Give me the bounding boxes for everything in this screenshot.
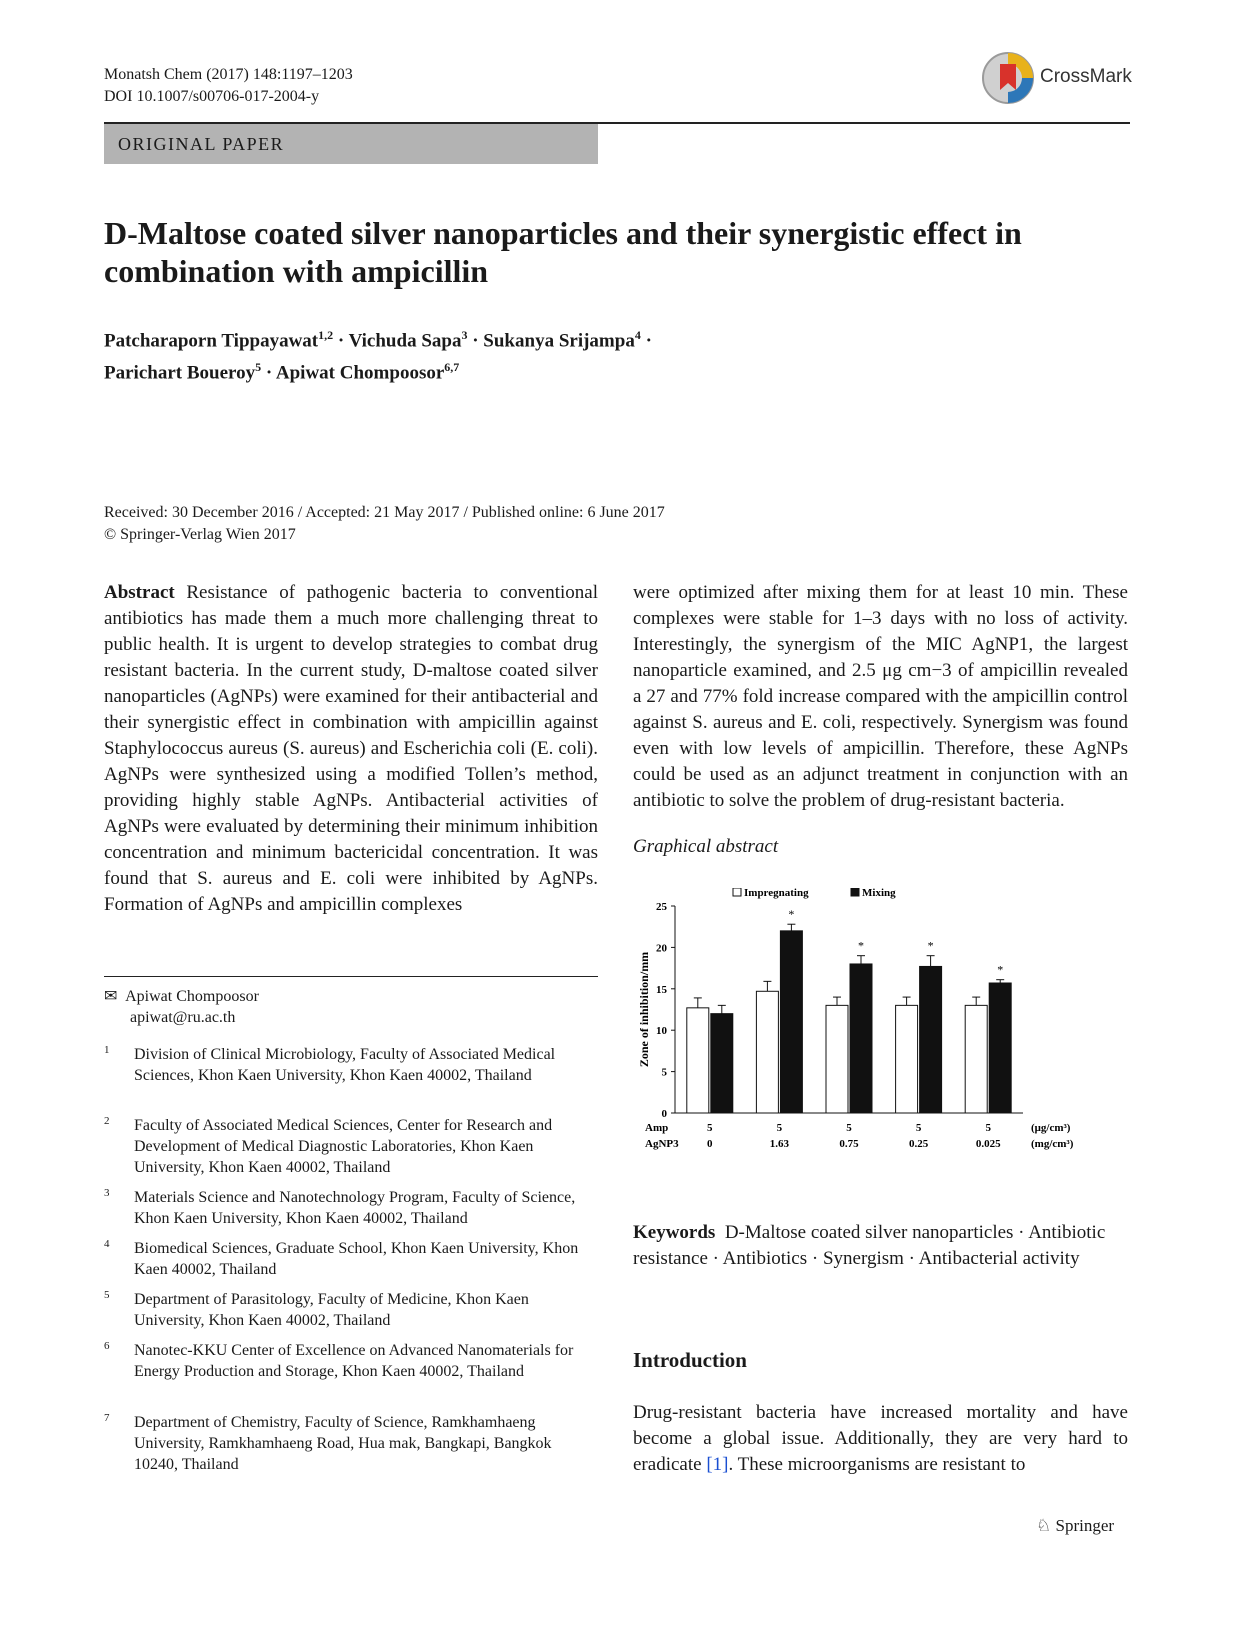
significance-mark: * xyxy=(788,907,795,922)
y-tick-label: 15 xyxy=(656,983,667,996)
dates-line: Received: 30 December 2016 / Accepted: 21 May 2017 / Published online: 6 June 2017 xyxy=(104,504,665,521)
journal-info xyxy=(104,64,353,108)
abstract-left xyxy=(104,580,598,918)
amp-value-label: 5 xyxy=(985,1122,991,1134)
abstract-heading: Abstract xyxy=(104,582,175,603)
row-unit: (μg/cm³) xyxy=(1031,1122,1071,1134)
introduction-heading: Introduction xyxy=(633,1348,747,1372)
affiliation-number: 7 xyxy=(104,1412,110,1424)
author-affil: 1,2 xyxy=(318,328,334,342)
affiliation-number: 1 xyxy=(104,1044,110,1056)
bar xyxy=(826,1005,848,1113)
publication-dates xyxy=(104,502,665,546)
copyright-line: © Springer-Verlag Wien 2017 xyxy=(104,526,296,543)
bar xyxy=(756,991,778,1113)
corresponding-email[interactable]: apiwat@ru.ac.th xyxy=(130,1009,236,1026)
amp-value-label: 5 xyxy=(707,1122,713,1134)
citation-link[interactable]: [1] xyxy=(706,1454,729,1475)
affiliation-text: Biomedical Sciences, Graduate School, Khon Kaen University, Khon Kaen 40002, Thailand xyxy=(134,1240,579,1278)
row-label: Amp xyxy=(645,1122,669,1134)
author-name[interactable]: Patcharaporn Tippayawat xyxy=(104,330,319,352)
affiliation xyxy=(104,1412,598,1475)
significance-mark: * xyxy=(858,938,864,953)
author-name[interactable]: Vichuda Sapa xyxy=(348,330,462,352)
section-label-text: ORIGINAL PAPER xyxy=(118,134,285,154)
keywords xyxy=(633,1220,1128,1272)
row-label: AgNP3 xyxy=(645,1138,679,1150)
author-affil: 5 xyxy=(255,360,262,375)
author-name[interactable]: Parichart Boueroy xyxy=(104,362,256,384)
affiliation-text: Faculty of Associated Medical Sciences, Center for Research and Development of Medical Diagnostic Laboratories, Khon Kaen University, Khon Kaen 40002, Thailand xyxy=(134,1117,553,1176)
graphical-abstract-label: Graphical abstract xyxy=(633,836,779,857)
bar xyxy=(920,966,942,1113)
amp-value-label: 5 xyxy=(776,1122,783,1134)
y-tick-label: 20 xyxy=(656,942,667,955)
intro-text-2: . These microorganisms are resistant to xyxy=(728,1454,1026,1475)
affiliation-text: Materials Science and Nanotechnology Program, Faculty of Science, Khon Kaen University, Khon Kaen 40002, Thailand xyxy=(134,1189,576,1227)
intro-text-1: Drug-resistant bacteria have increased mortality and have become a global issue. Additionally, they are very hard to eradicate xyxy=(633,1402,1128,1475)
author-affil: 4 xyxy=(634,328,641,342)
title-rest: -Maltose coated silver nanoparticles and their synergistic effect in combination with ampicillin xyxy=(104,215,1022,289)
row-unit: (mg/cm³) xyxy=(1031,1138,1074,1150)
abstract-text-left: Resistance of pathogenic bacteria to conventional antibiotics has made them a much more challenging threat to public health. It is urgent to develop strategies to combat drug resistant bacteria. In the current study, D-maltose coated silver nanoparticles (AgNPs) were examined for their antibacterial and their synergistic effect in combination with ampicillin against Staphylococcus aureus (S. aureus) and Escherichia coli (E. coli). AgNPs were synthesized using a modified Tollen’s method, providing highly stable AgNPs. Antibacterial activities of AgNPs were evaluated by determining their minimum inhibition concentration and minimum bactericidal concentration. It was found that S. aureus and E. coli were inhibited by AgNPs. Formation of AgNPs and ampicillin complexes xyxy=(104,582,599,915)
affiliation-text: Department of Parasitology, Faculty of Medicine, Khon Kaen University, Khon Kaen 40002, Thailand xyxy=(134,1291,529,1329)
springer-horse-icon: ♘ xyxy=(1036,1516,1052,1535)
envelope-icon: ✉ xyxy=(104,988,118,1005)
affiliation xyxy=(104,1044,598,1086)
affiliation-number: 5 xyxy=(104,1289,110,1301)
agnp3-value-label: 0 xyxy=(707,1138,713,1150)
agnp3-value-label: 1.63 xyxy=(769,1138,790,1150)
affiliation xyxy=(104,1115,598,1178)
legend-swatch xyxy=(733,888,741,896)
corresponding-author: Apiwat Chompoosor xyxy=(125,988,259,1005)
keywords-heading: Keywords xyxy=(633,1222,716,1243)
publisher-footer xyxy=(1036,1516,1114,1536)
author-affil: 6,7 xyxy=(444,360,460,375)
y-tick-label: 10 xyxy=(656,1025,667,1038)
journal-citation: Monatsh Chem (2017) 148:1197–1203 xyxy=(104,66,353,83)
affiliation xyxy=(104,1340,598,1382)
doi[interactable]: DOI 10.1007/s00706-017-2004-y xyxy=(104,88,320,105)
amp-value-label: 5 xyxy=(915,1122,922,1134)
bar xyxy=(711,1014,733,1113)
y-tick-label: 25 xyxy=(656,901,667,913)
affiliation-number: 4 xyxy=(104,1238,110,1250)
affiliation-number: 2 xyxy=(104,1115,110,1127)
affiliation-text: Division of Clinical Microbiology, Faculty of Associated Medical Sciences, Khon Kaen University, Khon Kaen 40002, Thailand xyxy=(134,1046,556,1084)
bar xyxy=(989,983,1011,1113)
footnote-rule xyxy=(104,976,598,977)
legend-label: Impregnating xyxy=(744,888,809,899)
author-name[interactable]: Apiwat Chompoosor xyxy=(275,362,445,384)
affiliation-text: Nanotec-KKU Center of Excellence on Advanced Nanomaterials for Energy Production and Storage, Khon Kaen 40002, Thailand xyxy=(134,1342,574,1380)
author-list: Patcharaporn Tippayawat$^{1,2}$ · Vichuda Sapa$^3$ · Sukanya Srijampa$^4$ · Parichart Boueroy$^5$ · Apiwat Chompoosor$^{6,7}$ xyxy=(104,328,652,384)
article-title xyxy=(104,214,1084,290)
abstract-text-right: were optimized after mixing them for at least 10 min. These complexes were stable for 1–3 days with no loss of activity. Interestingly, the synergism of the MIC AgNP1, the largest nanoparticle examined, and 2.5 μg cm−3 of ampicillin revealed a 27 and 77% fold increase compared with the ampicillin control against S. aureus and E. coli, respectively. Synergism was found even with low levels of ampicillin. Therefore, these AgNPs could be used as an adjunct treatment in conjunction with an antibiotic to solve the problem of drug-resistant bacteria. xyxy=(633,582,1128,811)
agnp3-value-label: 0.025 xyxy=(975,1138,1001,1150)
keywords-text: D-Maltose coated silver nanoparticles · Antibiotic resistance · Antibiotics · Synergism · Antibacterial activity xyxy=(633,1222,1106,1269)
bar xyxy=(850,964,872,1113)
section-label xyxy=(104,124,598,164)
correspondence xyxy=(104,986,598,1028)
y-tick-label: 5 xyxy=(661,1066,667,1079)
bar xyxy=(780,931,802,1113)
publisher-name: Springer xyxy=(1055,1516,1115,1535)
affiliation xyxy=(104,1187,598,1229)
y-axis-label: Zone of inhibition/mm xyxy=(637,951,651,1068)
bar xyxy=(896,1005,918,1113)
bar xyxy=(687,1008,709,1113)
abstract-right xyxy=(633,580,1128,814)
affiliation-number: 6 xyxy=(104,1340,110,1352)
author-affil: 3 xyxy=(461,328,468,342)
bar xyxy=(965,1005,987,1113)
affiliation-number: 3 xyxy=(104,1187,110,1199)
affiliation-text: Department of Chemistry, Faculty of Science, Ramkhamhaeng University, Ramkhamhaeng Road, Hua mak, Bangkapi, Bangkok 10240, Thailand xyxy=(134,1414,552,1473)
amp-value-label: 5 xyxy=(846,1122,852,1134)
graphical-abstract-chart xyxy=(633,888,1133,1168)
affiliation xyxy=(104,1238,598,1280)
significance-mark: * xyxy=(927,938,934,953)
legend-label: Mixing xyxy=(862,888,896,899)
significance-mark: * xyxy=(997,962,1004,977)
author-name[interactable]: Sukanya Srijampa xyxy=(483,330,635,352)
introduction-text xyxy=(633,1400,1128,1478)
legend-swatch xyxy=(851,888,859,896)
affiliation xyxy=(104,1289,598,1331)
title-prefix: D xyxy=(104,215,128,251)
crossmark-label: CrossMark xyxy=(1040,66,1132,87)
y-tick-label: 0 xyxy=(661,1108,667,1120)
agnp3-value-label: 0.75 xyxy=(839,1138,859,1150)
agnp3-value-label: 0.25 xyxy=(908,1138,929,1150)
